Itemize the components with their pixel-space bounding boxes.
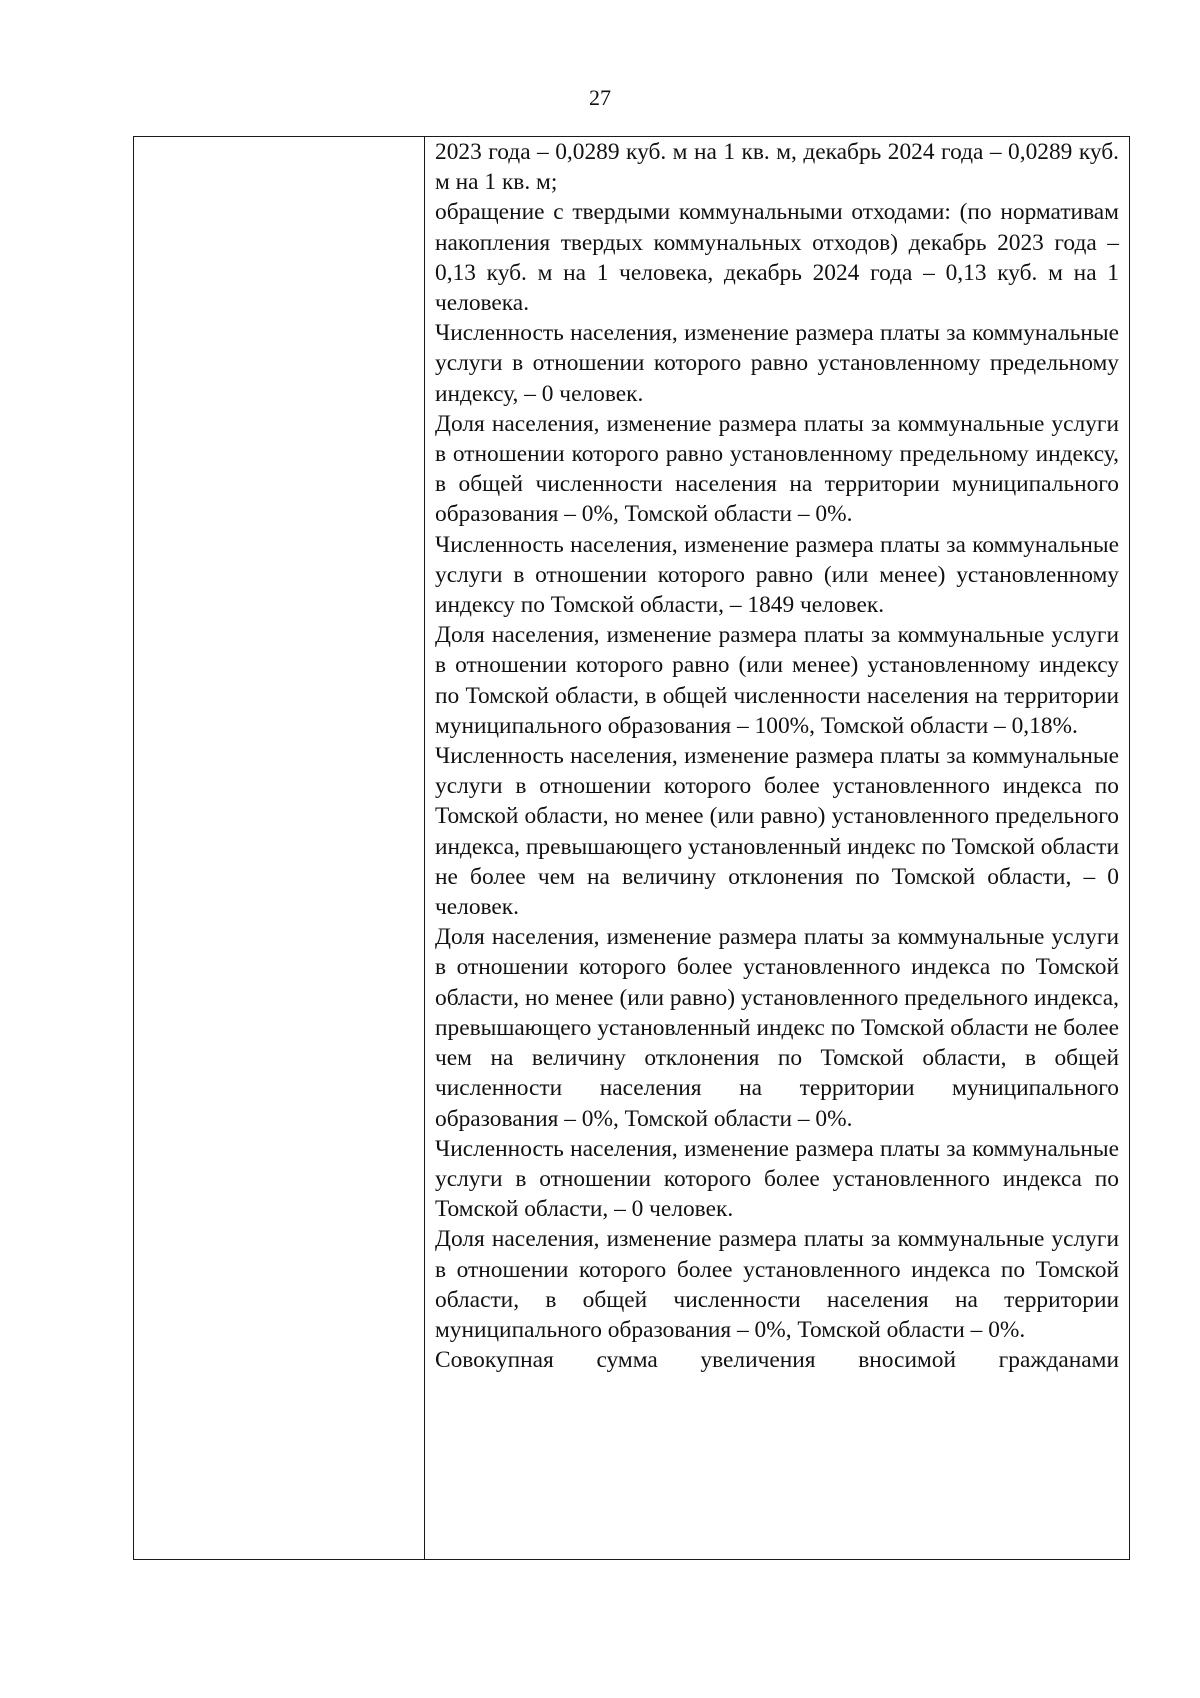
table-paragraph: Численность населения, изменение размера платы за коммунальные услуги в отношении которого более установленного индекса по Томской области, но менее (или равно) установленного предельного индекса, превышающего установленный индекс по Томской области не более чем на величину отклонения по Томской области, – 0 человек. — [435, 743, 1119, 921]
table-paragraph: Доля населения, изменение размера платы за коммунальные услуги в отношении которого более установленного индекса по Томской области, но менее (или равно) установленного предельного индекса, превышающего установленный индекс по Томской области не более чем на величину отклонения по Томской области, в общей численности населения на территории муниципального образования – 0%, Томской области – 0%. — [435, 924, 1119, 1132]
table-paragraph: обращение с твердыми коммунальными отходами: (по нормативам накопления твердых коммунальных отходов) декабрь 2023 года – 0,13 куб. м на 1 человека, декабрь 2024 года – 0,13 куб. м на 1 человека. — [435, 199, 1119, 317]
table-paragraph: Доля населения, изменение размера платы за коммунальные услуги в отношении которого равно установленному предельному индексу, в общей численности населения на территории муниципального образования – 0%, Томской области – 0%. — [435, 410, 1119, 528]
table-paragraph: Численность населения, изменение размера платы за коммунальные услуги в отношении которого более установленного индекса по Томской области, – 0 человек. — [435, 1135, 1119, 1223]
table-paragraph: Доля населения, изменение размера платы за коммунальные услуги в отношении которого более установленного индекса по Томской области, в общей численности населения на территории муниципального образования – 0%, Томской области – 0%. — [435, 1226, 1119, 1343]
page-number: 27 — [589, 85, 611, 110]
table-left-cell — [134, 137, 425, 1559]
table-paragraph: Совокупная сумма увеличения вносимой гражданами — [435, 1347, 1119, 1374]
content-table — [133, 136, 1130, 1560]
table-paragraph: Доля населения, изменение размера платы за коммунальные услуги в отношении которого равно (или менее) установленному индексу по Томской области, в общей численности населения на территории муниципального образования – 100%, Томской области – 0,18%. — [435, 622, 1119, 739]
table-paragraph: Численность населения, изменение размера платы за коммунальные услуги в отношении которого равно (или менее) установленному индексу по Томской области, – 1849 человек. — [435, 531, 1119, 619]
table-paragraph: Численность населения, изменение размера платы за коммунальные услуги в отношении которого равно установленному предельному индексу, – 0 человек. — [435, 320, 1119, 407]
table-paragraph: 2023 года – 0,0289 куб. м на 1 кв. м, декабрь 2024 года – 0,0289 куб. м на 1 кв. м; — [435, 139, 1119, 196]
table-right-cell — [425, 137, 1129, 1559]
